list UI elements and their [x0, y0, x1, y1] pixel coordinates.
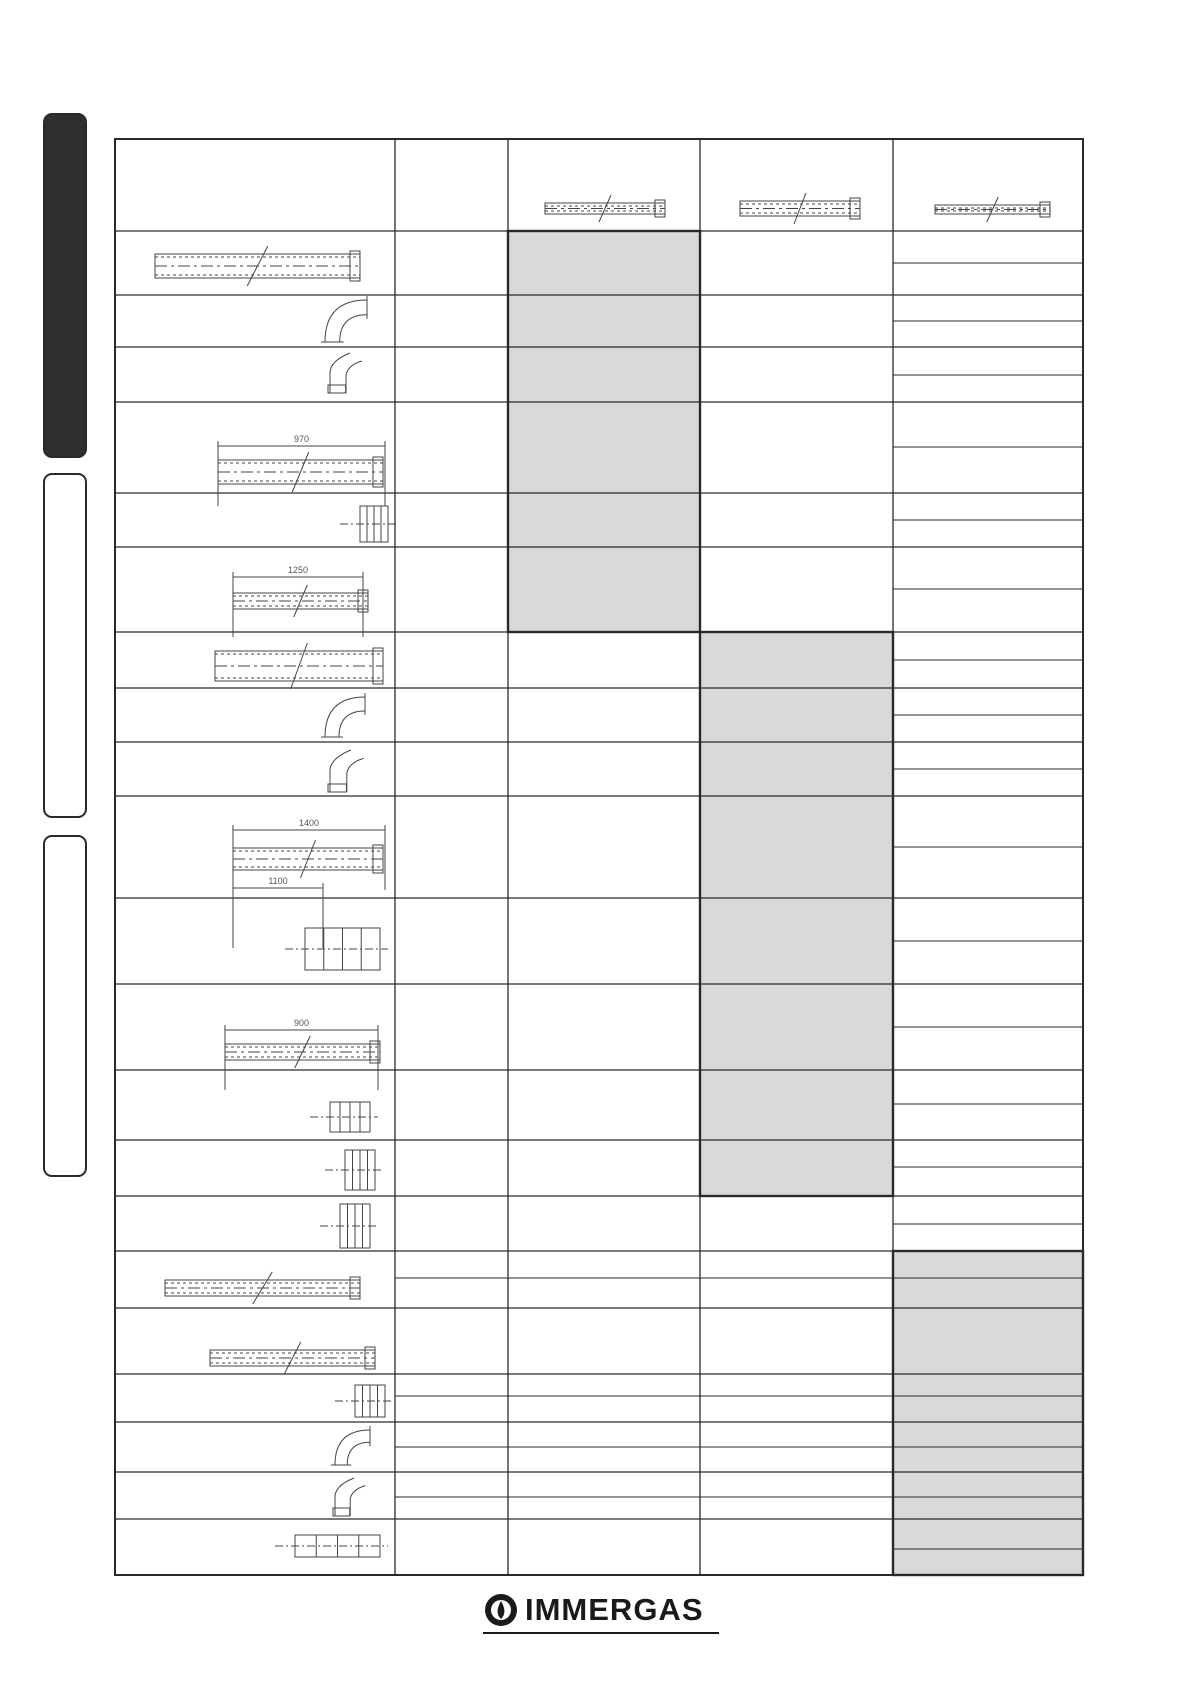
dimension-label: 1100: [268, 876, 288, 886]
shade-block-b: [700, 632, 893, 1196]
elbow-inner: [339, 711, 365, 737]
dimension-label: 1400: [298, 818, 320, 828]
shade-block-c: [893, 1251, 1083, 1575]
elbow-outer: [325, 300, 367, 342]
elbow-90-row-19: [331, 1426, 370, 1465]
dimension-label: 900: [293, 1018, 310, 1028]
dimension-label: 1250: [287, 565, 309, 575]
adapter-row-15: [320, 1204, 378, 1248]
header-pipe-icon-1: [545, 195, 665, 222]
dimension-label: 970: [293, 434, 310, 444]
pipe-row-10: [233, 840, 383, 878]
header-pipe-icon-2: [740, 193, 860, 224]
elbow-inner: [347, 1442, 370, 1465]
dim-row-10-bottom: [233, 883, 323, 948]
bend-socket: [328, 784, 346, 792]
header-pipe-icon-3: [935, 197, 1050, 222]
elbow-90-row-8: [321, 693, 365, 737]
elbow-inner: [340, 315, 367, 342]
bend-45-row-20: [333, 1478, 365, 1516]
terminal-row-11: [285, 928, 388, 970]
pipe-row-1: [155, 246, 360, 286]
flame-icon: [483, 1592, 519, 1628]
dimension-labels: [268, 434, 319, 1028]
shade-block-a: [508, 231, 700, 632]
pipe-row-17: [210, 1342, 375, 1374]
bend-45-row-9: [328, 750, 364, 792]
tee-row-21: [275, 1535, 388, 1557]
terminal-row-5: [340, 506, 396, 542]
terminal-row-18: [335, 1385, 393, 1417]
dim-row-6: [233, 572, 363, 637]
pipe-terminal-row-4: [218, 452, 383, 492]
bend-socket: [333, 1508, 350, 1516]
cap-row-14: [325, 1150, 383, 1190]
terminal-row-13: [310, 1102, 378, 1132]
elbow-outer: [335, 1430, 370, 1465]
dim-row-4: [218, 441, 385, 506]
bend-inner: [347, 758, 364, 792]
dim-row-12: [225, 1025, 378, 1090]
logo-underline: [483, 1632, 719, 1634]
pipe-row-6: [233, 585, 368, 617]
pipe-row-12: [225, 1036, 380, 1068]
bend-socket: [328, 385, 346, 393]
elbow-outer: [325, 697, 365, 737]
bend-inner: [346, 361, 362, 393]
elbow-90-row-2: [321, 296, 367, 342]
immergas-logo: [483, 1590, 719, 1630]
break-mark: [253, 1272, 273, 1304]
pipe-row-16: [165, 1272, 360, 1304]
bend-inner: [350, 1486, 365, 1516]
bend-45-row-3: [328, 353, 362, 393]
pipe-row-7: [215, 643, 383, 689]
logo-text: IMMERGAS: [525, 1592, 704, 1627]
